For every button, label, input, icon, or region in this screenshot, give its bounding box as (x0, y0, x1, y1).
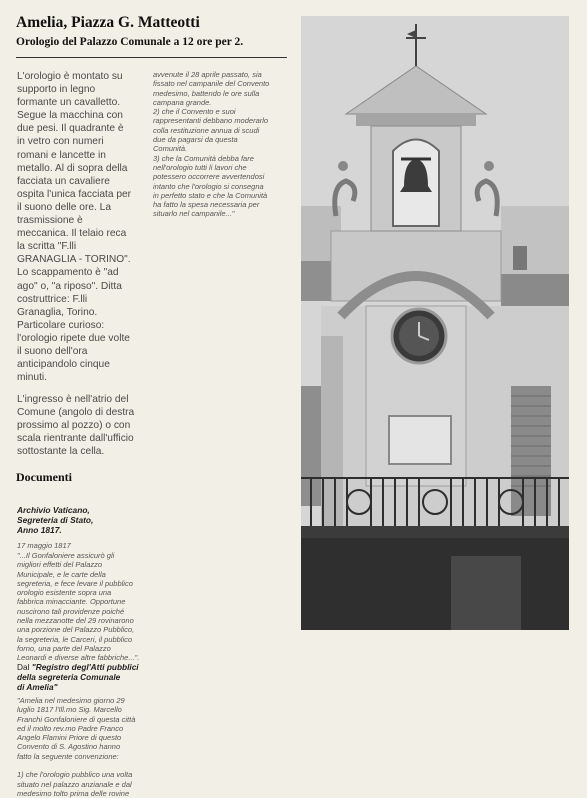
document-excerpt-1: "...Il Gonfaloniere assicurò gli migliori effetti del Palazzo Municipale, e le carte della segreteria, e fece levare il pubblico orologio esistente sopra una fabbrica minacciante. Opportune nuscirono tali providenze poiché nella mezzanotte del 29 rovinarono una porzione del Palazzo Pubblico, la segreteria, le Carceri, il pubblico forno, una parte del Palazzo Leonardi e diverse altre fabbriche...". (17, 551, 140, 663)
bell-tower-photo (301, 16, 569, 630)
archive-title: Archivio Vaticano, Segreteria di Stato, Anno 1817. (17, 505, 94, 535)
page-title: Amelia, Piazza G. Matteotti (16, 14, 200, 31)
document-date: 17 maggio 1817 (17, 541, 71, 550)
documents-heading: Documenti (16, 470, 72, 484)
document-excerpt-2: "Amelia nel medesimo giorno 29 luglio 1817 l'Ill.mo Sig. Marcello Franchi Gonfaloniere di questa città ed il molto rev.mo Padre Franco Angelo Flamini Priore di questo Convento di S. Agostino hanno fatto la seguente convenzione: 1) che l'orologio pubblico una volta situato nel palazzo anzianale e dal medesimo tolto prima delle rovine (17, 696, 136, 798)
access-note: L'ingresso è nell'atrio del Comune (angolo di destra prossimo al pozzo) o con scala rientrante dall'ufficio sottostante la cella. (17, 394, 135, 458)
title-rule (16, 57, 287, 58)
clock-description: L'orologio è montato su supporto in legno formante un cavalletto. Segue la macchina con due pesi. Il quadrante è in vetro con numeri romani e lancette in metallo. Al di sopra della facciata un cavaliere ospita l'unica facciata per il suono delle ore. La trasmissione è meccanica. Il telaio reca la scritta "F.lli GRANAGLIA - TORINO". Lo scappamento è "ad ago" o, "a riposo". Ditta costruttrice: F.lli Granaglia, Torino. Particolare curioso: l'orologio ripete due volte il suono dell'ora anticipandolo cinque minuti. (17, 71, 132, 384)
registry-source-title: "Registro degl'Atti pubblici della segreteria Comunale di Amelia" (17, 662, 139, 692)
document-continuation: avvenute il 28 aprile passato, sia fissato nel campanile del Convento medesimo, battendo le ore sulla campana grande. 2) che il Convento e suoi rappresentanti debbano moderarlo colla restituzione annua di scudi due da pagarsi da questa Comunità. 3) che la Comunità debba fare nell'orologio tutti li lavori che potessero occorrere avvertendosi intanto che l'orologio si consegna in perfetto stato e che la Comunità ha fatto la spesa necessaria per situarlo nel campanile..." (153, 70, 270, 219)
page-subtitle: Orologio del Palazzo Comunale a 12 ore per 2. (16, 36, 244, 48)
registry-source (17, 662, 157, 692)
registry-source-prefix: Dal (17, 662, 32, 672)
